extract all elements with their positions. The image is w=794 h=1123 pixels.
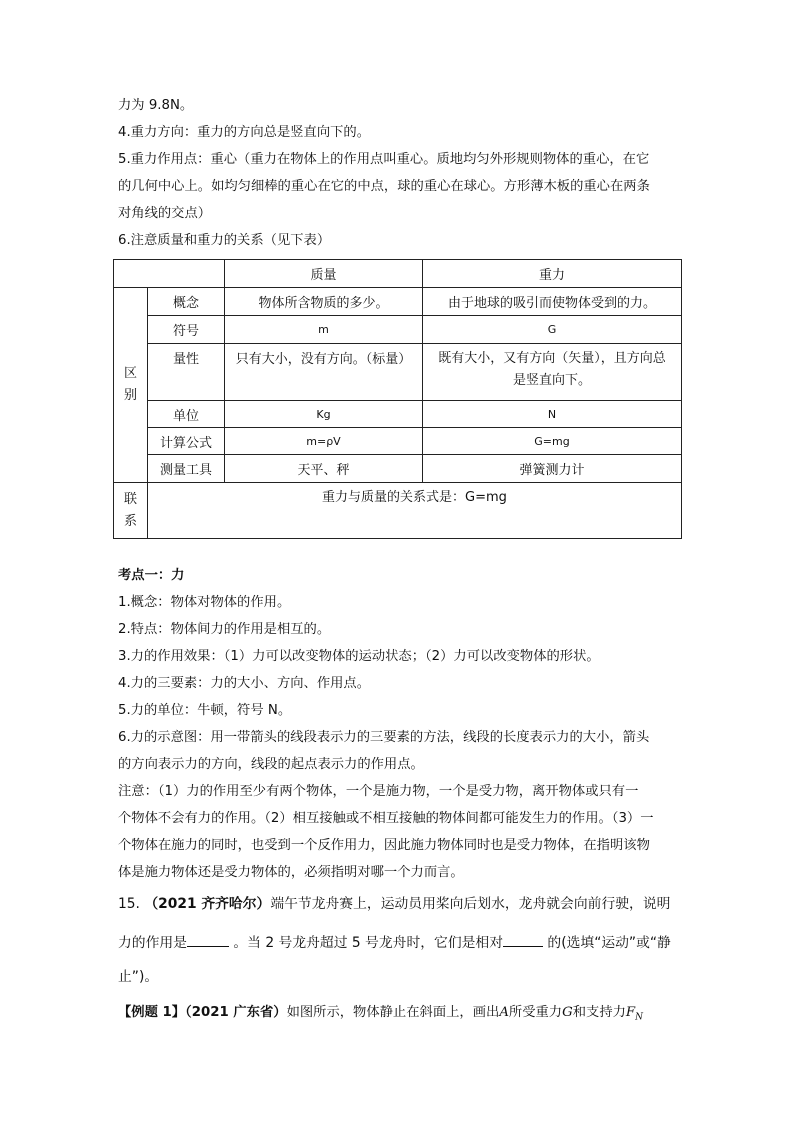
list-item: 个物体在施力的同时，也受到一个反作用力，因此施力物体同时也是受力物体，在指明该物 — [118, 838, 650, 853]
row-name: 概念 — [148, 288, 225, 316]
answer-blank[interactable] — [503, 932, 543, 947]
table-row — [114, 401, 682, 428]
mass-cell: m — [225, 316, 423, 344]
question-15-line3: 止”)。 — [118, 969, 159, 985]
text-line: 6.注意质量和重力的关系（见下表） — [118, 233, 331, 248]
gravity-cell: G=mg — [423, 428, 682, 455]
gravity-cell-line: 是竖直向下。 — [512, 373, 591, 388]
gravity-cell: N — [423, 401, 682, 428]
diff-label-char: 别 — [123, 388, 137, 403]
link-text-cell: 重力与质量的关系式是：G=mg — [148, 483, 682, 539]
table-header-row — [114, 260, 682, 288]
text-line: 4.重力方向：重力的方向总是竖直向下的。 — [118, 125, 371, 140]
var-f: F — [625, 1005, 636, 1020]
question-15-line1 — [118, 895, 670, 913]
list-item: 5.力的单位：牛顿，符号 N。 — [118, 703, 292, 718]
link-label-char: 系 — [123, 513, 137, 529]
var-g: G — [562, 1005, 573, 1020]
list-item: 体是施力物体还是受力物体的，必须指明对哪一个力而言。 — [118, 865, 464, 880]
question-source: （2021 齐齐哈尔） — [144, 896, 271, 912]
example-source: （2021 广东省） — [185, 1005, 287, 1020]
example-1 — [118, 1004, 643, 1027]
var-a: A — [499, 1005, 509, 1020]
link-label-cell — [114, 483, 148, 539]
example-text: 和支持力 — [572, 1005, 626, 1020]
mass-cell: 只有大小，没有方向。（标量） — [225, 344, 423, 401]
row-name: 符号 — [148, 316, 225, 344]
answer-blank[interactable] — [187, 932, 229, 947]
list-item: 个物体不会有力的作用。（2）相互接触或不相互接触的物体间都可能发生力的作用。（3）一 — [118, 811, 654, 826]
header-gravity: 重力 — [423, 260, 682, 288]
mass-cell: 天平、秤 — [225, 455, 423, 483]
example-text: 如图所示，物体静止在斜面上，画出 — [286, 1005, 500, 1020]
text-line: 的几何中心上。如均匀细棒的重心在它的中点，球的重心在球心。方形薄木板的重心在两条 — [118, 179, 650, 194]
example-text: 所受重力 — [508, 1005, 563, 1020]
table-row — [114, 428, 682, 455]
diff-label-cell — [114, 288, 148, 483]
text-line: 5.重力作用点：重心（重力在物体上的作用点叫重心。质地均匀外形规则物体的重心，在它 — [118, 152, 650, 167]
diff-label-char: 区 — [123, 366, 137, 381]
mass-cell: Kg — [225, 401, 423, 428]
list-item: 注意：（1）力的作用至少有两个物体，一个是施力物，一个是受力物，离开物体或只有一 — [118, 784, 639, 799]
list-item: 6.力的示意图：用一带箭头的线段表示力的三要素的方法，线段的长度表示力的大小，箭头 — [118, 730, 650, 745]
mass-cell: 物体所含物质的多少。 — [225, 288, 423, 316]
table-row — [114, 316, 682, 344]
table-row — [114, 288, 682, 316]
table-corner-cell — [114, 260, 225, 288]
list-item: 1.概念：物体对物体的作用。 — [118, 595, 291, 610]
gravity-cell: 弹簧测力计 — [423, 455, 682, 483]
section-heading: 考点一：力 — [118, 568, 185, 583]
row-name: 计算公式 — [148, 428, 225, 455]
list-item: 2.特点：物体间力的作用是相互的。 — [118, 622, 331, 637]
mass-cell: m=ρV — [225, 428, 423, 455]
question-text: 力的作用是 — [118, 935, 187, 951]
gravity-cell — [423, 344, 682, 401]
question-number: 15. — [118, 896, 140, 912]
question-15-line2 — [118, 932, 671, 952]
link-label-char: 联 — [123, 491, 137, 507]
gravity-cell-line: 既有大小，又有方向（矢量），且方向总 — [438, 351, 666, 366]
var-f-subscript: N — [635, 1012, 644, 1023]
list-item: 的方向表示力的方向，线段的起点表示力的作用点。 — [118, 757, 424, 772]
table-row — [114, 344, 682, 401]
row-name: 量性 — [148, 344, 225, 401]
question-text: 的(选填“运动”或“静 — [547, 935, 671, 951]
question-text: 。当 2 号龙舟超过 5 号龙舟时，它们是相对 — [233, 935, 504, 951]
text-line: 力为 9.8N。 — [118, 98, 194, 113]
gravity-cell: 由于地球的吸引而使物体受到的力。 — [423, 288, 682, 316]
example-tag: 【例题 1】 — [118, 1005, 186, 1020]
mass-gravity-table — [113, 259, 682, 539]
table-link-row — [114, 483, 682, 539]
row-name: 单位 — [148, 401, 225, 428]
text-line: 对角线的交点） — [118, 206, 212, 221]
list-item: 4.力的三要素：力的大小、方向、作用点。 — [118, 676, 371, 691]
question-text: 端午节龙舟赛上，运动员用桨向后划水，龙舟就会向前行驶，说明 — [270, 896, 671, 912]
gravity-cell: G — [423, 316, 682, 344]
list-item: 3.力的作用效果：（1）力可以改变物体的运动状态；（2）力可以改变物体的形状。 — [118, 649, 600, 664]
header-mass: 质量 — [225, 260, 423, 288]
table-row — [114, 455, 682, 483]
row-name: 测量工具 — [148, 455, 225, 483]
